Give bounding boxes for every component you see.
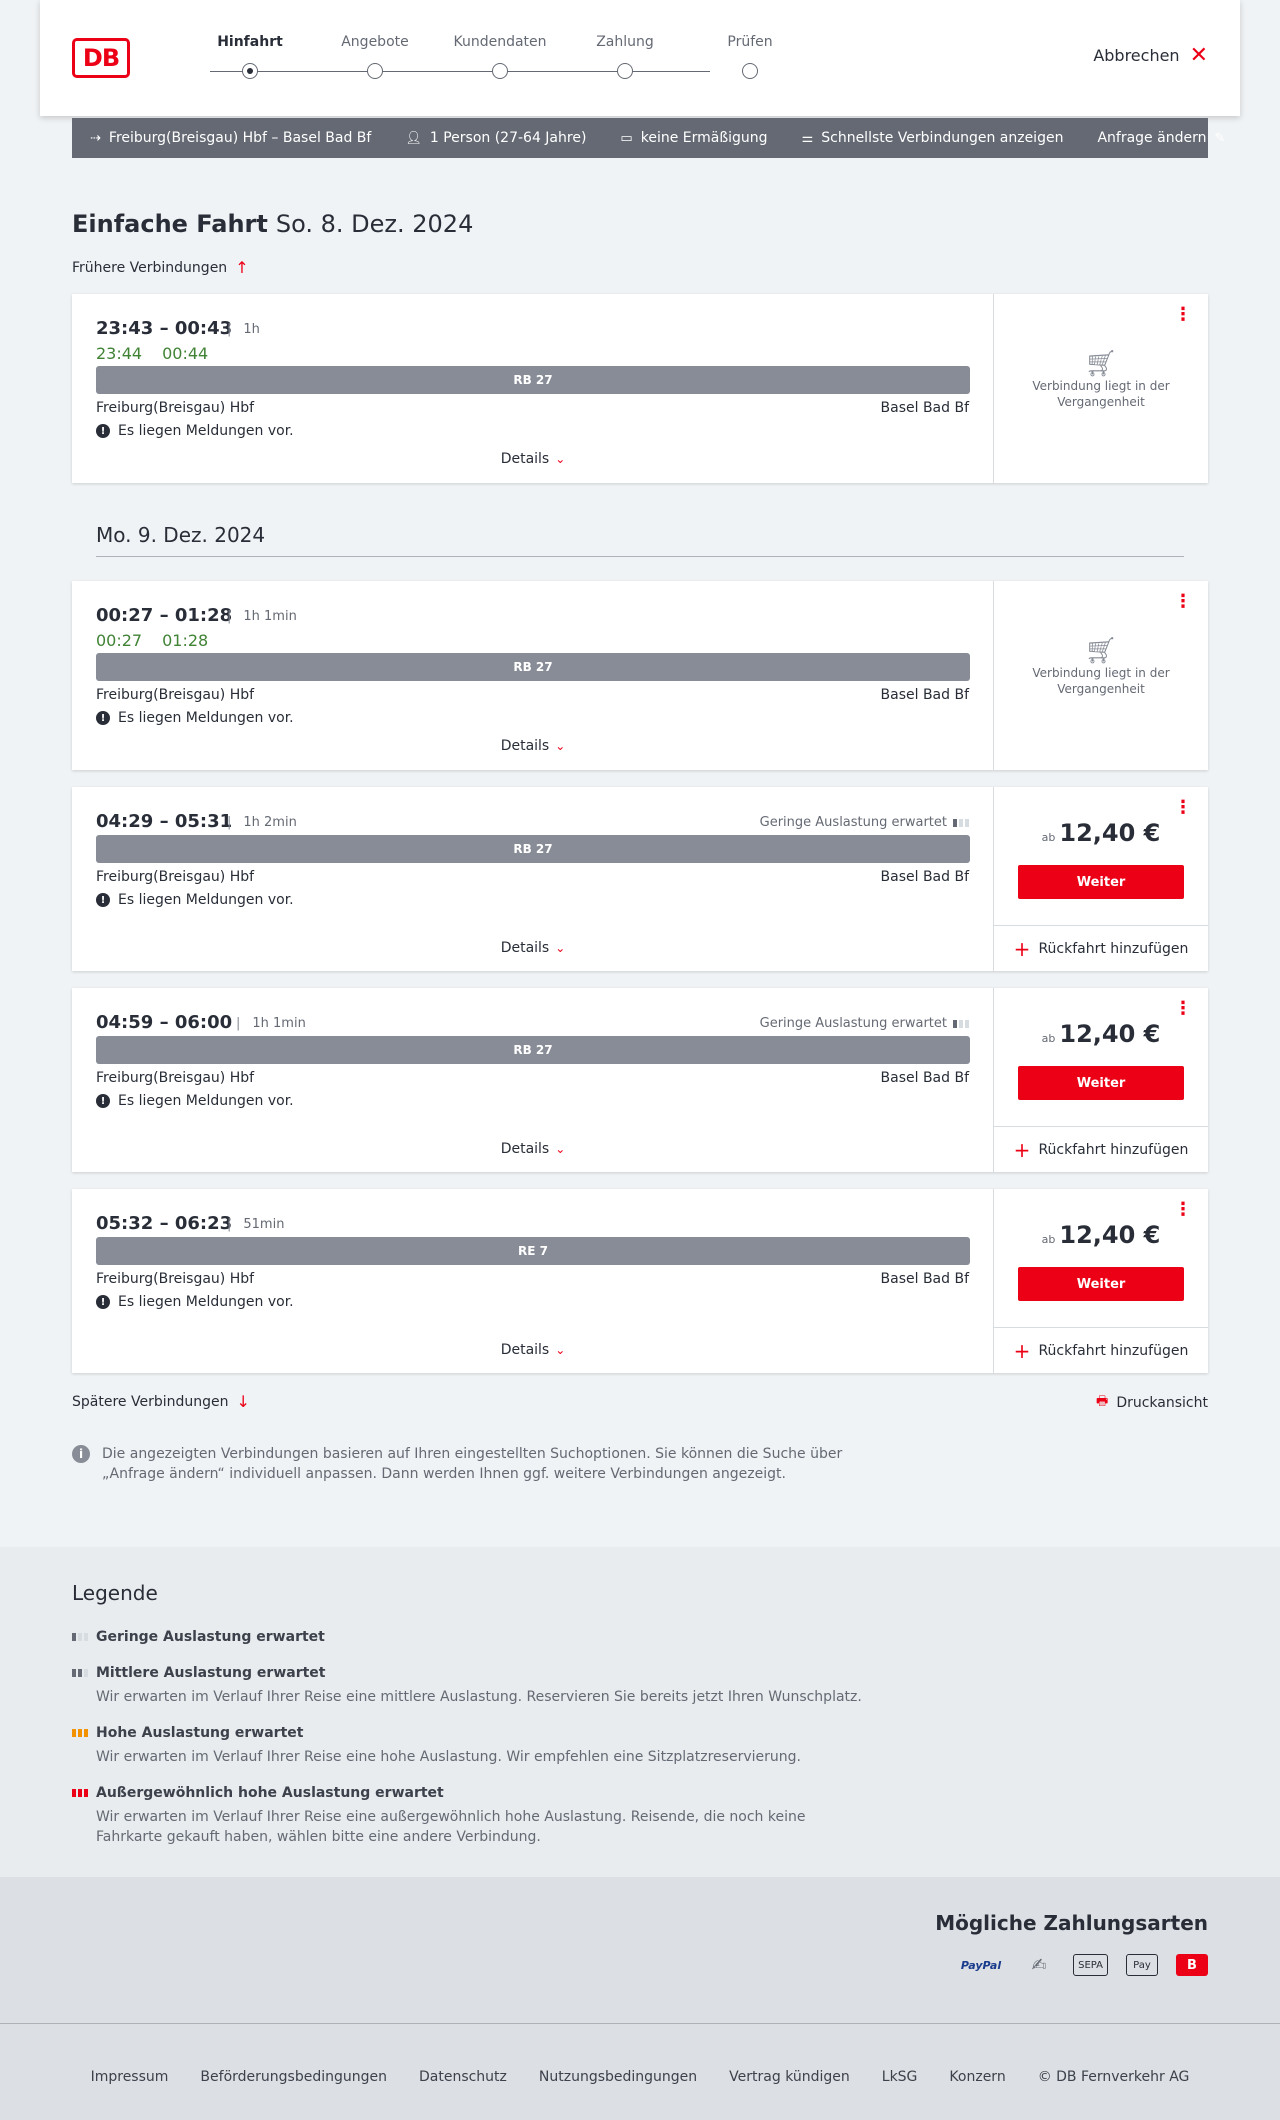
occupancy-label: Geringe Auslastung erwartet [759,1016,947,1031]
step-hinfahrt[interactable] [190,34,310,54]
message-label: Es liegen Meldungen vor. [118,423,294,439]
step-dot [367,63,383,79]
details-toggle[interactable] [72,1141,994,1157]
footer-link-impressum[interactable]: Impressum [90,2069,169,2085]
occupancy-indicator [760,815,969,830]
step-dot [617,63,633,79]
legend-item-desc: Wir erwarten im Verlauf Ihrer Reise eine mittlere Auslastung. Reservieren Sie bereits jetzt Ihren Wunschplatz. [96,1689,862,1705]
footer-link-befoerderung[interactable]: Beförderungsbedingungen [200,2069,387,2085]
fastest-label: Schnellste Verbindungen anzeigen [821,130,1064,146]
add-return-button[interactable] [994,925,1208,971]
direct-debit-icon: ✍︎ [1031,1954,1047,1976]
change-search-button[interactable] [1097,130,1225,146]
connection-times: 23:43 – 00:43 [96,318,233,339]
step-dot [242,63,258,79]
past-text: Verbindung liegt in der Vergangenheit [1032,379,1170,409]
message-label: Es liegen Meldungen vor. [118,1294,294,1310]
chevron-down-icon: ⌄ [555,452,566,466]
message-notice [96,1093,294,1109]
search-summary-bar [72,118,1226,158]
connection-info [72,581,994,770]
past-connection-notice [994,636,1208,697]
search-info-note [72,1444,852,1484]
page-title [72,210,473,238]
add-return-label: Rückfahrt hinzufügen [1038,1342,1189,1359]
more-options-icon[interactable]: ⋮ [1174,591,1192,612]
step-dot [492,63,508,79]
cancel-label: Abbrechen [1093,46,1180,65]
message-label: Es liegen Meldungen vor. [118,710,294,726]
arrival-station: Basel Bad Bf [880,400,969,416]
details-label: Details [500,738,550,754]
departure-station: Freiburg(Breisgau) Hbf [96,1070,255,1086]
alert-icon: ! [96,1295,110,1309]
step-label: Kundendaten [453,34,547,50]
realtime-arrival: 01:28 [162,631,209,650]
realtime-times [96,631,228,650]
connection-info [72,787,994,971]
legend-item-desc: Wir erwarten im Verlauf Ihrer Reise eine außergewöhnlich hohe Auslastung. Reisende, die noch keine Fahrkarte gekauft haben, wählen bitte eine andere Verbindung. [96,1809,806,1845]
realtime-departure: 00:27 [96,631,143,650]
arrow-up-icon: ↑ [235,258,249,277]
connection-offer [994,581,1208,770]
connection-offer [994,787,1208,971]
connection-card[interactable] [72,988,1208,1172]
price [994,819,1208,847]
step-label: Angebote [341,34,409,50]
alert-icon: ! [96,711,110,725]
alert-icon: ! [96,1094,110,1108]
train-bar[interactable]: RB 27 [96,366,970,394]
legend-item-desc: Wir erwarten im Verlauf Ihrer Reise eine hohe Auslastung. Wir empfehlen eine Sitzplatzreservierung. [96,1749,801,1765]
card-icon: ▭ [620,130,633,146]
add-return-button[interactable] [994,1126,1208,1172]
route-summary [90,130,371,146]
db-logo[interactable]: DB [72,38,130,78]
connection-card[interactable] [72,294,1208,483]
connection-info [72,1189,994,1373]
footer-link-kuendigen[interactable]: Vertrag kündigen [729,2069,850,2085]
legend-item [72,1725,972,1767]
connection-duration: | 1h 1min [236,1016,306,1031]
footer-copyright: © DB Fernverkehr AG [1037,2069,1190,2085]
plus-icon: + [1013,1137,1031,1162]
past-connection-notice [994,349,1208,410]
alert-icon: ! [96,893,110,907]
arrival-station: Basel Bad Bf [880,1070,969,1086]
payment-methods-section [0,1877,1280,2023]
message-label: Es liegen Meldungen vor. [118,1093,294,1109]
connection-card[interactable] [72,1189,1208,1373]
print-label: Druckansicht [1116,1395,1208,1411]
paypal-icon: PayPal [960,1958,1002,1972]
connection-offer [994,1189,1208,1373]
info-icon: i [72,1445,90,1463]
realtime-times [96,344,228,363]
connection-times: 05:32 – 06:23 [96,1213,233,1234]
footer-links [0,2069,1280,2085]
details-toggle[interactable] [72,451,994,467]
legend-item [72,1665,972,1707]
footer [0,2023,1280,2120]
occupancy-low-icon [72,1633,88,1641]
price-value: 12,40 € [1059,819,1161,847]
legend-item-title: Mittlere Auslastung erwartet [96,1665,326,1681]
details-label: Details [500,1141,550,1157]
step-pruefen[interactable] [690,34,810,54]
change-search-label: Anfrage ändern [1097,130,1207,146]
footer-link-datenschutz[interactable]: Datenschutz [418,2069,507,2085]
continue-button[interactable]: Weiter [1018,1066,1184,1100]
payment-icons [957,1954,1208,1976]
add-return-label: Rückfahrt hinzufügen [1038,1141,1189,1158]
connection-times: 04:29 – 05:31 [96,811,233,832]
message-label: Es liegen Meldungen vor. [118,892,294,908]
details-label: Details [500,940,550,956]
arrow-down-icon: ↓ [236,1392,250,1411]
db-bonus-icon: B [1176,1954,1208,1976]
plus-icon: + [1013,1338,1031,1363]
occupancy-extreme-icon [72,1789,88,1797]
occupancy-low-icon [953,819,969,827]
connection-info [72,294,994,483]
details-label: Details [500,451,550,467]
continue-button[interactable]: Weiter [1018,865,1184,899]
step-label: Zahlung [596,34,654,50]
occupancy-medium-icon [72,1669,88,1677]
connection-duration: | 1h [227,322,260,337]
later-connections-link[interactable] [72,1392,250,1411]
message-notice [96,423,294,439]
plus-icon: + [1013,936,1031,961]
earlier-connections-link[interactable] [72,258,249,277]
details-toggle[interactable] [72,738,994,754]
occupancy-low-icon [953,1020,969,1028]
message-notice [96,1294,294,1310]
more-options-icon[interactable]: ⋮ [1174,998,1192,1019]
more-options-icon[interactable]: ⋮ [1174,797,1192,818]
price-prefix: ab [1041,1233,1056,1246]
more-options-icon[interactable]: ⋮ [1174,1199,1192,1220]
connection-duration: | 1h 1min [227,609,297,624]
chevron-down-icon: ⌄ [555,941,566,955]
sepa-icon: SEPA [1073,1954,1108,1976]
details-toggle[interactable] [72,1342,994,1358]
connection-times: 04:59 – 06:00 [96,1012,233,1033]
message-notice [96,710,294,726]
chevron-down-icon: ⌄ [555,1142,566,1156]
arrival-station: Basel Bad Bf [880,869,969,885]
price [994,1221,1208,1249]
train-bar[interactable]: RB 27 [96,835,970,863]
arrival-station: Basel Bad Bf [880,1271,969,1287]
departure-station: Freiburg(Breisgau) Hbf [96,687,255,703]
legend-item-title: Hohe Auslastung erwartet [96,1725,304,1741]
trip-type: Einfache Fahrt [72,210,268,238]
arrow-right-icon: ⇢ [90,130,101,146]
price-prefix: ab [1041,831,1056,844]
person-icon: 👤︎ [405,130,422,146]
footer-link-konzern[interactable]: Konzern [949,2069,1006,2085]
route-label: Freiburg(Breisgau) Hbf – Basel Bad Bf [108,130,372,146]
departure-station: Freiburg(Breisgau) Hbf [96,400,255,416]
apple-pay-icon: Pay [1126,1954,1158,1976]
step-zahlung[interactable] [565,34,685,54]
discount-summary [620,130,767,146]
train-bar[interactable]: RE 7 [96,1237,970,1265]
booking-header [40,0,1240,116]
payment-title: Mögliche Zahlungsarten [935,1911,1208,1935]
past-text: Verbindung liegt in der Vergangenheit [1032,666,1170,696]
continue-button[interactable]: Weiter [1018,1267,1184,1301]
connection-duration: | 51min [227,1217,284,1232]
pencil-icon: ✎ [1214,130,1226,146]
info-text: Die angezeigten Verbindungen basieren auf Ihren eingestellten Suchoptionen. Sie können die Suche über „Anfrage ändern“ individuell anpassen. Dann werden Ihnen ggf. weitere Verbindungen angezeigt. [102,1446,843,1482]
footer-link-nutzung[interactable]: Nutzungsbedingungen [538,2069,698,2085]
step-kundendaten[interactable] [440,34,560,54]
cart-disabled-icon: 🛒︎ [1084,636,1118,666]
price-prefix: ab [1041,1032,1056,1045]
later-label: Spätere Verbindungen [72,1393,229,1410]
message-notice [96,892,294,908]
legend-item-title: Außergewöhnlich hohe Auslastung erwartet [96,1785,444,1801]
connection-card[interactable] [72,787,1208,971]
add-return-button[interactable] [994,1327,1208,1373]
connection-offer [994,988,1208,1172]
realtime-departure: 23:44 [96,344,143,363]
price-value: 12,40 € [1059,1020,1161,1048]
discount-label: keine Ermäßigung [640,130,768,146]
day-separator: Mo. 9. Dez. 2024 [96,523,1184,557]
details-toggle[interactable] [72,940,994,956]
step-label: Hinfahrt [217,34,283,50]
train-bar[interactable]: RB 27 [96,1036,970,1064]
train-bar[interactable]: RB 27 [96,653,970,681]
step-dot [742,63,758,79]
price-value: 12,40 € [1059,1221,1161,1249]
alert-icon: ! [96,424,110,438]
details-label: Details [500,1342,550,1358]
connection-duration: | 1h 2min [227,815,297,830]
add-return-label: Rückfahrt hinzufügen [1038,940,1189,957]
fastest-summary [802,130,1064,146]
print-view-link[interactable] [1096,1392,1208,1414]
chevron-down-icon: ⌄ [555,1343,566,1357]
legend-section [0,1547,1280,1877]
connection-info [72,988,994,1172]
close-icon: ✕ [1189,42,1208,68]
legend-item [72,1785,832,1847]
step-angebote[interactable] [315,34,435,54]
step-label: Prüfen [727,34,773,50]
departure-station: Freiburg(Breisgau) Hbf [96,869,255,885]
sliders-icon: ⚌ [801,130,814,146]
legend-item-title: Geringe Auslastung erwartet [96,1629,325,1645]
chevron-down-icon: ⌄ [555,739,566,753]
cancel-button[interactable] [1093,42,1208,68]
connection-offer [994,294,1208,483]
earlier-label: Frühere Verbindungen [72,259,228,276]
departure-station: Freiburg(Breisgau) Hbf [96,1271,255,1287]
more-options-icon[interactable]: ⋮ [1174,304,1192,325]
legend-title: Legende [72,1581,158,1605]
cart-disabled-icon: 🛒︎ [1084,349,1118,379]
footer-link-lksg[interactable]: LkSG [881,2069,918,2085]
travellers-summary [405,130,586,146]
connection-times: 00:27 – 01:28 [96,605,233,626]
price [994,1020,1208,1048]
arrival-station: Basel Bad Bf [880,687,969,703]
travellers-label: 1 Person (27-64 Jahre) [429,130,587,146]
stepper-line [210,71,710,72]
occupancy-high-icon [72,1729,88,1737]
legend-item [72,1629,972,1645]
occupancy-indicator [760,1016,969,1031]
realtime-arrival: 00:44 [162,344,209,363]
connection-card[interactable] [72,581,1208,770]
trip-date: So. 8. Dez. 2024 [275,210,474,238]
occupancy-label: Geringe Auslastung erwartet [759,815,947,830]
printer-icon: 🖶︎ [1096,1394,1109,1409]
